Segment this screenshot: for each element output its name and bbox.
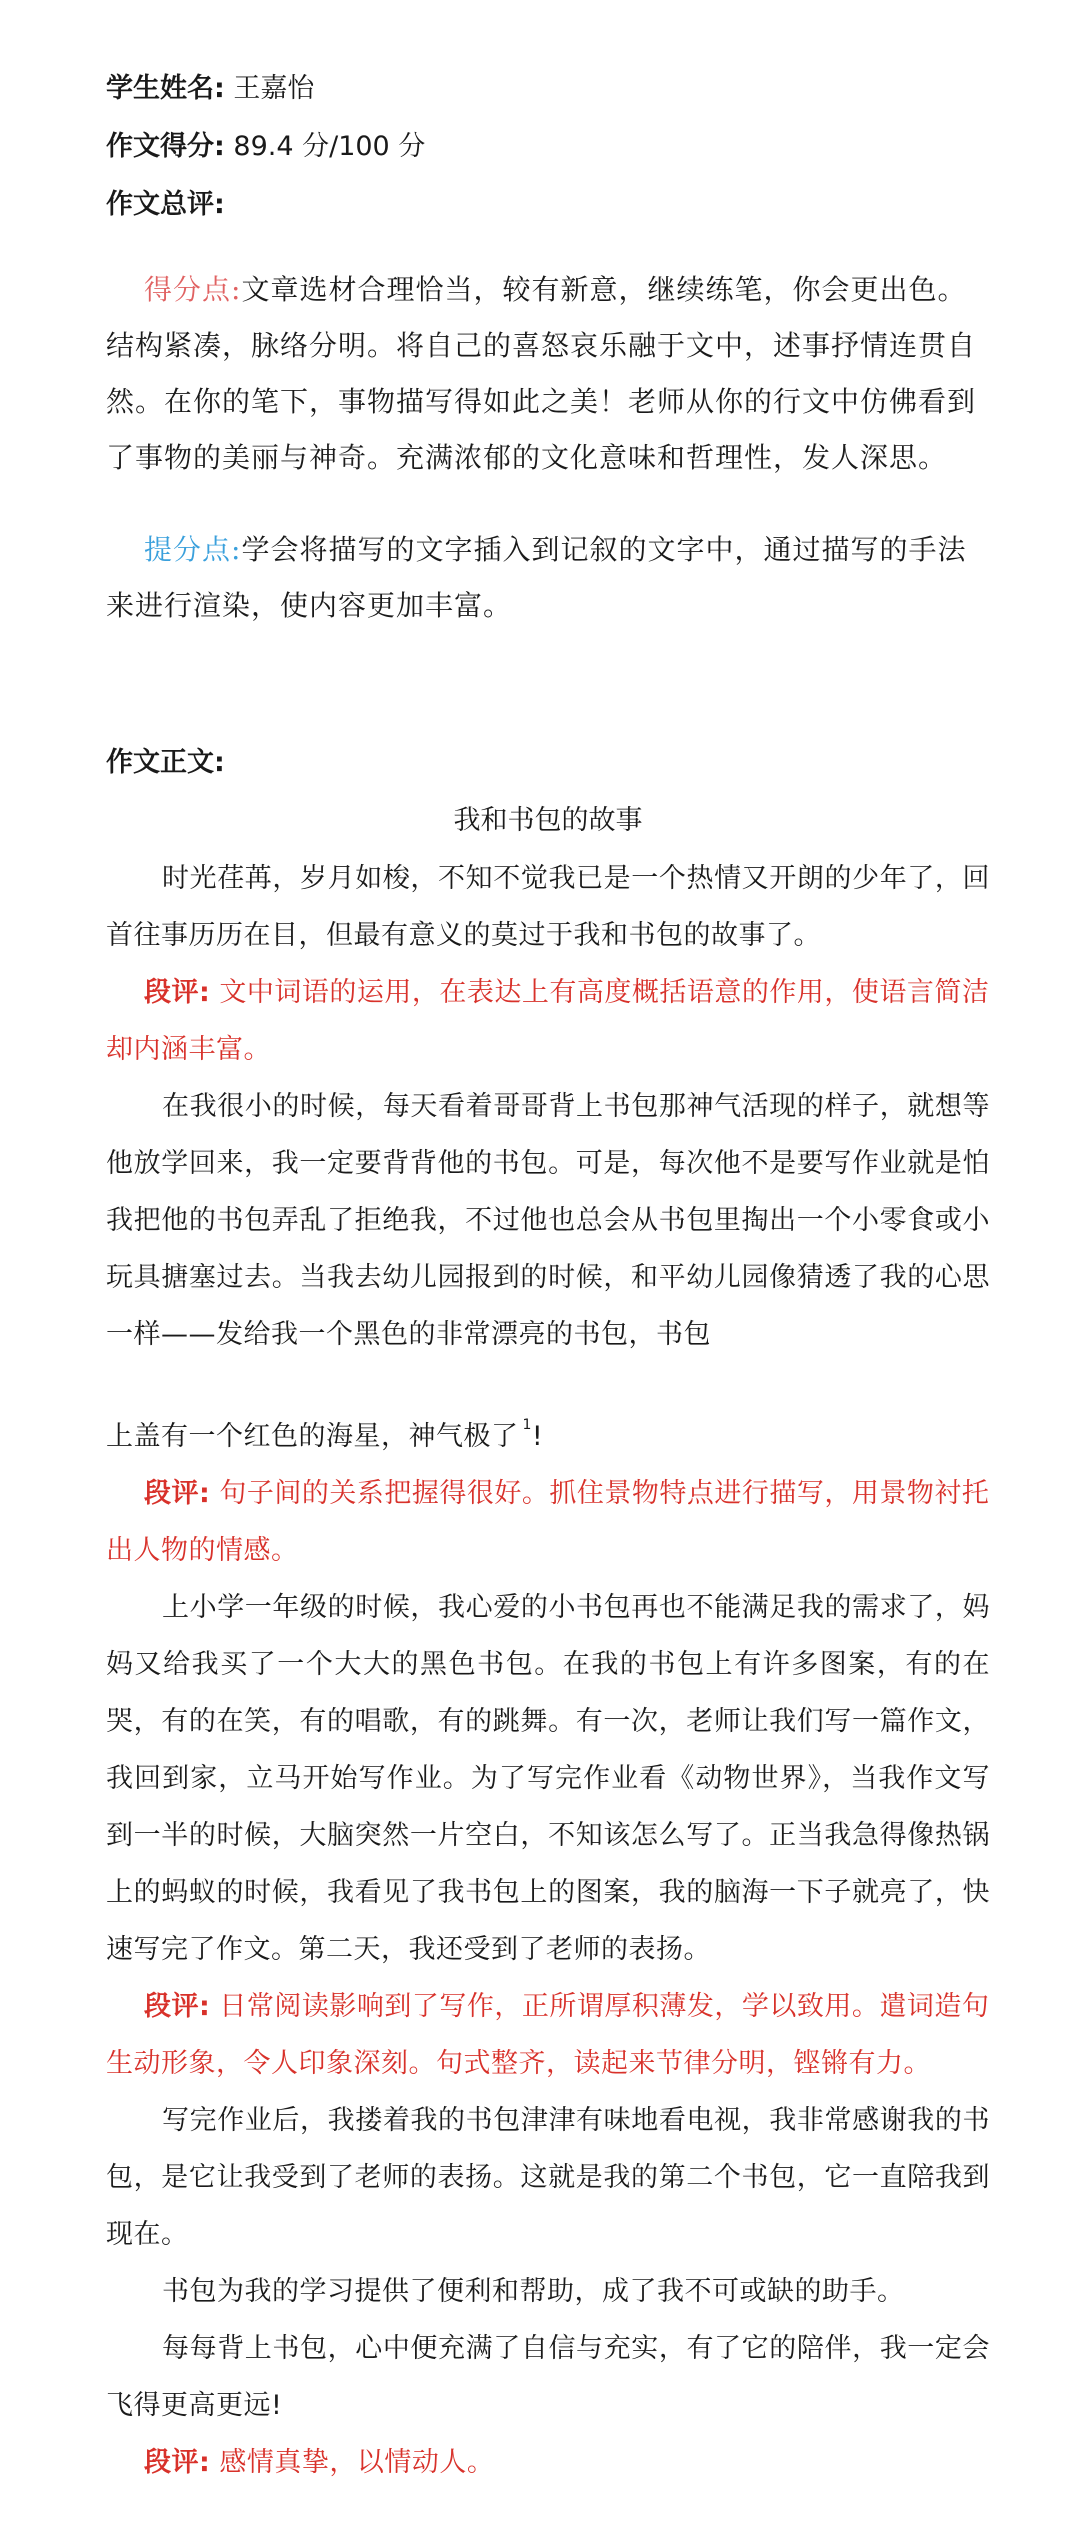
paragraph-2-text: 在我很小的时候，每天看着哥哥背上书包那神气活现的样子，就想等他放学回来，我一定要背背他的书包。可是，每次他不是要写作业就是怕我把他的书包弄乱了拒绝我，不过他也总会从书包里掏出一个小零食或小玩具搪塞过去。当我去幼儿园报到的时候，和平幼儿园像猜透了我的心思一样——发给我一个黑色的非常漂亮的书包，书包: [106, 1091, 990, 1350]
review-key: 段评:: [144, 1991, 211, 2022]
score-points-comment: [106, 262, 990, 486]
paragraph-review-1: [106, 964, 990, 1078]
review-text: 日常阅读影响到了写作，正所谓厚积薄发，学以致用。遣词造句生动形象，令人印象深刻。句式整齐，读起来节律分明，铿锵有力。: [106, 1991, 990, 2079]
overall-comment-line: [106, 176, 990, 234]
paragraph-review-4: [106, 2434, 990, 2491]
essay-paragraph-3: 上小学一年级的时候，我心爱的小书包再也不能满足我的需求了，妈妈又给我买了一个大大的黑色书包。在我的书包上有许多图案，有的在哭，有的在笑，有的唱歌，有的跳舞。有一次，老师让我们写一篇作文，我回到家，立马开始写作业。为了写完作业看《动物世界》，当我作文写到一半的时候，大脑突然一片空白，不知该怎么写了。正当我急得像热锅上的蚂蚁的时候，我看见了我书包上的图案，我的脑海一下子就亮了，快速写完了作文。第二天，我还受到了老师的表扬。: [106, 1592, 990, 1965]
paragraph-review-3: [106, 1978, 990, 2092]
essay-paragraph-2: [106, 1078, 990, 1465]
score-points-text: 文章选材合理恰当，较有新意，继续练笔，你会更出色。结构紧凑，脉络分明。将自己的喜怒哀乐融于文中，述事抒情连贯自然。在你的笔下，事物描写得如此之美！老师从你的行文中仿佛看到了事物的美丽与神奇。充满浓郁的文化意味和哲理性，发人深思。: [106, 273, 977, 474]
essay-paragraph-4: 写完作业后，我搂着我的书包津津有味地看电视，我非常感谢我的书包，是它让我受到了老师的表扬。这就是我的第二个书包，它一直陪我到现在。: [106, 2105, 990, 2250]
score-value: 89.4 分/100 分: [233, 131, 426, 162]
score-points-key: 得分点:: [144, 273, 242, 306]
student-name-value: 王嘉怡: [233, 73, 315, 104]
score-line: [106, 118, 990, 176]
student-name-line: [106, 60, 990, 118]
improve-points-comment: [106, 522, 990, 634]
review-text: 句子间的关系把握得很好。抓住景物特点进行描写，用景物衬托出人物的情感。: [106, 1478, 990, 1566]
student-name-label: 学生姓名:: [106, 73, 225, 104]
paragraph-review-2: [106, 1465, 990, 1579]
improve-points-key: 提分点:: [144, 533, 242, 566]
essay-section-label: 作文正文:: [106, 747, 225, 778]
score-label: 作文得分:: [106, 131, 225, 162]
review-text: 文中词语的运用，在表达上有高度概括语意的作用，使语言简洁却内涵丰富。: [106, 977, 990, 1065]
review-text: 感情真挚，以情动人。: [219, 2447, 495, 2478]
overall-comment-label: 作文总评:: [106, 189, 225, 220]
essay-paragraph-1: 时光荏苒，岁月如梭，不知不觉我已是一个热情又开朗的少年了，回首往事历历在目，但最有意义的莫过于我和书包的故事了。: [106, 863, 990, 951]
footnote-mark: 1: [522, 1417, 532, 1433]
paragraph-2-tail: 上盖有一个红色的海星，神气极了: [106, 1421, 519, 1452]
improve-points-text: 学会将描写的文字插入到记叙的文字中，通过描写的手法来进行渲染，使内容更加丰富。: [106, 533, 967, 622]
essay-title: 我和书包的故事: [453, 805, 643, 836]
paragraph-2-end: !: [531, 1421, 544, 1452]
essay-paragraph-5: 书包为我的学习提供了便利和帮助，成了我不可或缺的助手。: [162, 2276, 905, 2307]
review-key: 段评:: [144, 2447, 211, 2478]
essay-paragraph-6: 每每背上书包，心中便充满了自信与充实，有了它的陪伴，我一定会飞得更高更远!: [106, 2333, 990, 2421]
essay-report: [106, 60, 990, 2491]
review-key: 段评:: [144, 977, 211, 1008]
review-key: 段评:: [144, 1478, 211, 1509]
